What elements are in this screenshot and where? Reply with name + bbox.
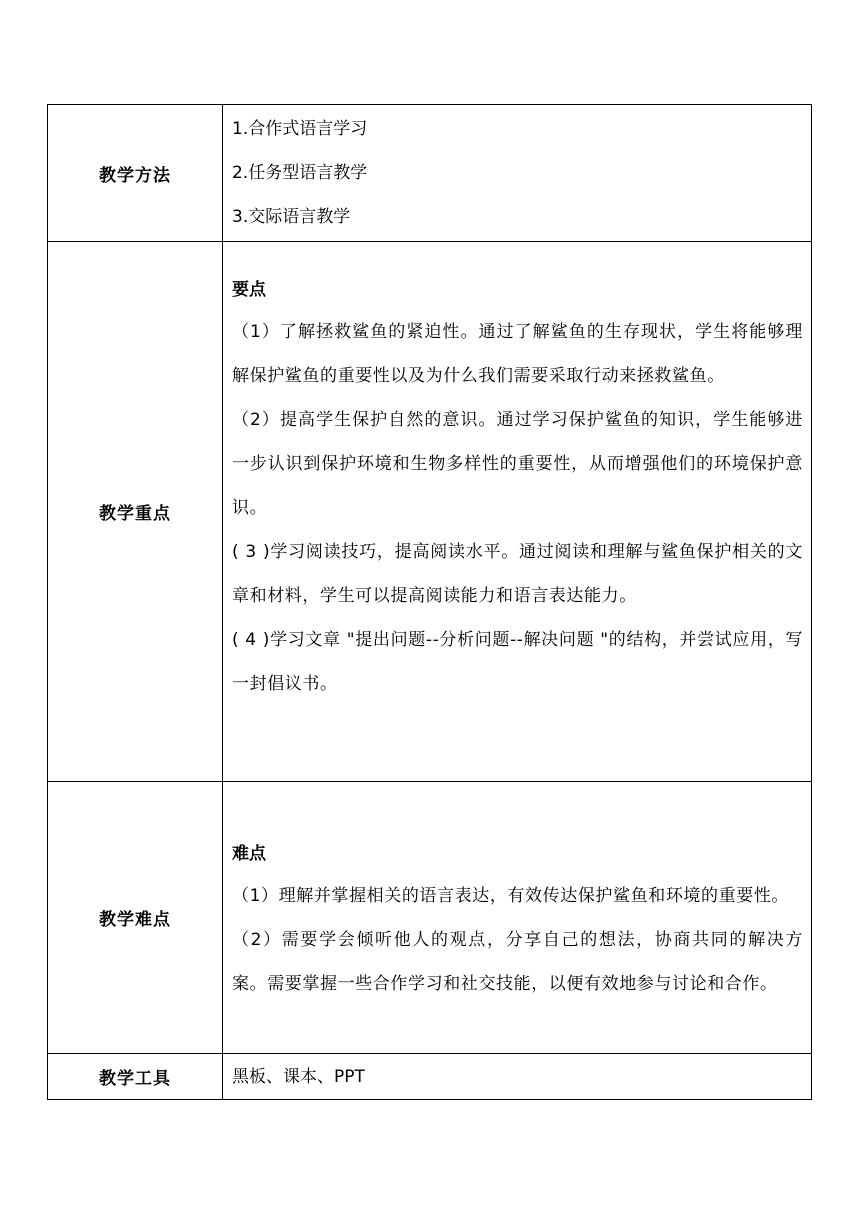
methods-item: 2.任务型语言教学 — [232, 163, 368, 183]
table-row-tools — [48, 1054, 812, 1100]
focus-content — [223, 242, 812, 782]
focus-paragraph: （1）了解拯救鲨鱼的紧迫性。通过了解鲨鱼的生存现状，学生将能够理解保护鲨鱼的重要性以及为什么我们需要采取行动来拯救鲨鱼。 — [232, 321, 803, 386]
tools-content — [223, 1054, 812, 1100]
difficulties-heading: 难点 — [232, 843, 266, 864]
focus-heading: 要点 — [232, 279, 266, 300]
focus-label: 教学重点 — [48, 242, 223, 782]
methods-content — [223, 105, 812, 242]
difficulties-content — [223, 782, 812, 1054]
difficulties-paragraph: （2）需要学会倾听他人的观点，分享自己的想法，协商共同的解决方案。需要掌握一些合作学习和社交技能，以便有效地参与讨论和合作。 — [232, 929, 803, 994]
focus-paragraph: （2）提高学生保护自然的意识。通过学习保护鲨鱼的知识，学生能够进一步认识到保护环境和生物多样性的重要性，从而增强他们的环境保护意识。 — [232, 409, 803, 518]
tools-label: 教学工具 — [48, 1054, 223, 1100]
focus-paragraph: ( 4 )学习文章 "提出问题--分析问题--解决问题 "的结构，并尝试应用，写一封倡议书。 — [232, 629, 803, 694]
table-row-difficulties — [48, 782, 812, 1054]
focus-paragraph: ( 3 )学习阅读技巧，提高阅读水平。通过阅读和理解与鲨鱼保护相关的文章和材料，学生可以提高阅读能力和语言表达能力。 — [232, 541, 803, 606]
table-row-focus — [48, 242, 812, 782]
methods-item: 1.合作式语言学习 — [232, 119, 368, 139]
difficulties-label: 教学难点 — [48, 782, 223, 1054]
lesson-plan-table — [47, 104, 812, 1100]
table-row-methods — [48, 105, 812, 242]
difficulties-paragraph: （1）理解并掌握相关的语言表达，有效传达保护鲨鱼和环境的重要性。 — [232, 885, 790, 906]
methods-item: 3.交际语言教学 — [232, 207, 351, 227]
tools-value: 黑板、课本、PPT — [232, 1066, 365, 1087]
methods-label: 教学方法 — [48, 105, 223, 242]
